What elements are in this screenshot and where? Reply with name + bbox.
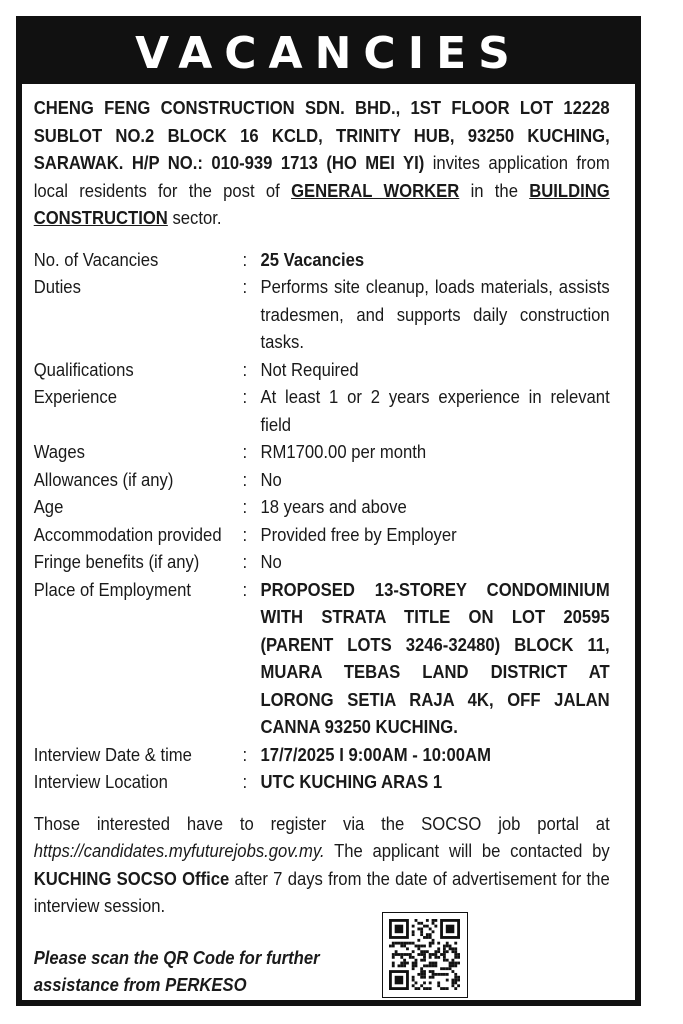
detail-colon: : — [242, 496, 248, 517]
detail-label: Age — [33, 496, 64, 517]
job-details-list — [34, 246, 610, 796]
detail-label: Qualifications — [33, 358, 134, 380]
detail-value: Performs site cleanup, loads materials, assists tradesmen, and supports daily construction tasks. — [260, 276, 610, 352]
detail-row — [34, 521, 610, 549]
detail-label: Fringe benefits (if any) — [33, 551, 200, 572]
detail-colon: : — [242, 276, 248, 297]
vacancies-banner — [22, 22, 635, 84]
vacancy-advertisement — [16, 16, 641, 1006]
detail-value: UTC KUCHING ARAS 1 — [260, 771, 443, 792]
detail-colon: : — [242, 771, 248, 792]
footer-text-3: after 7 days from the date of advertisement for the interview session. — [33, 867, 610, 916]
detail-label: Interview Location — [33, 771, 168, 792]
detail-label: Experience — [33, 386, 118, 407]
detail-label: Interview Date & time — [33, 743, 192, 765]
sector-name: BUILDING CONSTRUCTION — [33, 179, 610, 228]
detail-label: Place of Employment — [33, 578, 192, 600]
detail-label: Allowances (if any) — [33, 468, 174, 490]
detail-value: Provided free by Employer — [260, 523, 457, 545]
detail-colon: : — [242, 441, 248, 462]
detail-row — [34, 576, 610, 741]
detail-row — [34, 246, 610, 274]
registration-paragraph — [34, 810, 610, 920]
detail-value: PROPOSED 13-STOREY CONDOMINIUM WITH STRATA TITLE ON LOT 20595 (PARENT LOTS 3246-32480) BLOCK 11, MUARA TEBAS LAND DISTRICT AT LORONG SETIA RAJA 4K, OFF JALAN CANNA 93250 KUCHING. — [260, 578, 610, 737]
detail-row — [34, 548, 610, 576]
detail-colon: : — [242, 358, 248, 380]
detail-row — [34, 768, 610, 796]
detail-label: Accommodation provided — [33, 523, 222, 545]
detail-value: Not Required — [260, 358, 359, 380]
scan-instruction: Please scan the QR Code for further assistance from PERKESO — [33, 946, 320, 995]
banner-title: VACANCIES — [135, 27, 522, 79]
intro-paragraph — [34, 94, 610, 232]
ad-content — [22, 84, 621, 998]
detail-value: At least 1 or 2 years experience in relevant field — [260, 386, 610, 435]
detail-label: Duties — [33, 276, 81, 297]
footer-text-1: Those interested have to register via the SOCSO job portal at — [33, 812, 610, 834]
detail-value: RM1700.00 per month — [260, 441, 427, 462]
detail-row — [34, 356, 610, 384]
post-title: GENERAL WORKER — [291, 179, 460, 201]
qr-code-icon[interactable] — [382, 912, 468, 998]
detail-row — [34, 493, 610, 521]
detail-colon: : — [242, 248, 248, 270]
detail-colon: : — [242, 386, 248, 407]
intro-text-2: in the — [459, 179, 530, 201]
qr-code-graphic — [389, 919, 460, 990]
detail-value: No — [260, 551, 282, 572]
detail-colon: : — [242, 523, 248, 545]
detail-row — [34, 466, 610, 494]
detail-colon: : — [242, 551, 248, 572]
detail-colon: : — [242, 578, 248, 600]
detail-row — [34, 273, 610, 356]
socso-office: KUCHING SOCSO Office — [33, 867, 230, 889]
detail-label: No. of Vacancies — [33, 248, 159, 270]
job-portal-link[interactable]: https://candidates.myfuturejobs.gov.my. — [33, 840, 325, 861]
detail-value: No — [260, 468, 282, 490]
detail-row — [34, 741, 610, 769]
detail-colon: : — [242, 468, 248, 490]
detail-value: 18 years and above — [260, 496, 407, 517]
footer-text-2: The applicant will be contacted by — [324, 840, 610, 861]
detail-row — [34, 438, 610, 466]
detail-colon: : — [242, 743, 248, 765]
company-info: CHENG FENG CONSTRUCTION SDN. BHD., 1ST FLOOR LOT 12228 SUBLOT NO.2 BLOCK 16 KCLD, TRINITY HUB, 93250 KUCHING, SARAWAK. H/P NO.: 010-939 1713 (HO MEI YI) — [33, 97, 610, 173]
detail-value: 25 Vacancies — [260, 248, 365, 270]
detail-value: 17/7/2025 I 9:00AM - 10:00AM — [260, 743, 491, 765]
intro-text-3: sector. — [167, 207, 222, 228]
detail-row — [34, 383, 610, 438]
intro-text-1: invites application from local residents for the post of — [33, 152, 610, 201]
detail-label: Wages — [33, 441, 85, 462]
